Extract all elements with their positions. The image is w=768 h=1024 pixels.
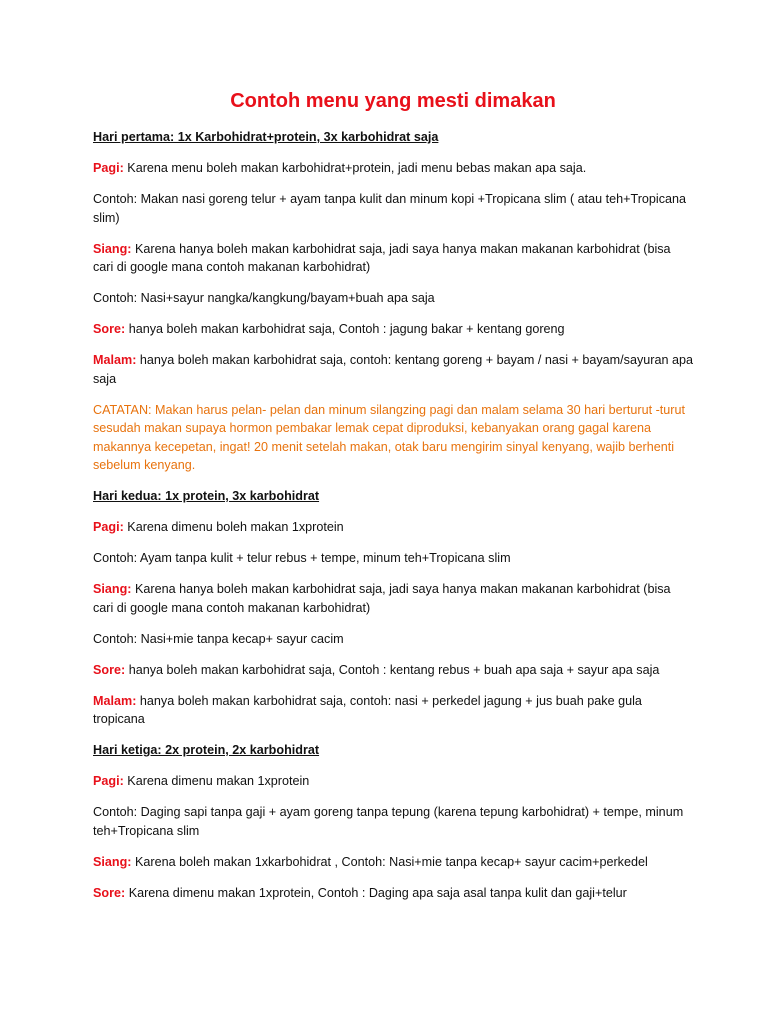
- siang-label: Siang:: [93, 241, 132, 256]
- document-page: [93, 88, 693, 915]
- siang-text: Karena hanya boleh makan karbohidrat saja, jadi saya hanya makan makanan karbohidrat (bisa cari di google mana contoh makanan karbohidrat): [93, 582, 671, 615]
- sore-label: Sore:: [93, 662, 126, 677]
- siang-label: Siang:: [93, 582, 132, 596]
- day3-contoh-pagi: Contoh: Daging sapi tanpa gaji + ayam goreng tanpa tepung (karena tepung karbohidrat) + tempe, minum teh+Tropicana slim: [93, 805, 684, 838]
- pagi-text: Karena menu boleh makan karbohidrat+protein, jadi menu bebas makan apa saja.: [123, 161, 587, 175]
- day3-heading: Hari ketiga: 2x protein, 2x karbohidrat: [93, 743, 320, 757]
- pagi-label: Pagi:: [93, 774, 124, 788]
- sore-text: Karena dimenu makan 1xprotein, Contoh : Daging apa saja asal tanpa kulit dan gaji+telur: [125, 885, 627, 900]
- day3-siang: [93, 853, 693, 872]
- day2-heading: Hari kedua: 1x protein, 3x karbohidrat: [93, 489, 320, 503]
- day1-contoh-pagi: Contoh: Makan nasi goreng telur + ayam tanpa kulit dan minum kopi +Tropicana slim ( atau teh+Tropicana slim): [93, 192, 687, 225]
- catatan-note: CATATAN: Makan harus pelan- pelan dan minum silangzing pagi dan malam selama 30 hari berturut -turut sesudah makan supaya hormon pembakar lemak cepat diproduksi, kebanyakan orang gagal karena makannya kecepetan, ingat! 20 menit setelah makan, otak baru mengirim sinyal kenyang, wajib berhenti sebelum kenyang.: [93, 402, 685, 472]
- pagi-text: Karena dimenu makan 1xprotein: [123, 774, 310, 788]
- day1-malam: [93, 351, 693, 388]
- malam-text: hanya boleh makan karbohidrat saja, contoh: nasi + perkedel jagung + jus buah pake gula tropicana: [93, 693, 642, 726]
- day2-sore: [93, 661, 693, 680]
- document-title: Contoh menu yang mesti dimakan: [230, 90, 556, 112]
- siang-text: Karena boleh makan 1xkarbohidrat , Contoh: Nasi+mie tanpa kecap+ sayur cacim+perkedel: [131, 854, 648, 869]
- sore-text: hanya boleh makan karbohidrat saja, Contoh : kentang rebus + buah apa saja + sayur apa saja: [125, 662, 660, 677]
- day3-sore: [93, 884, 693, 903]
- day2-contoh-pagi: Contoh: Ayam tanpa kulit + telur rebus + tempe, minum teh+Tropicana slim: [93, 551, 511, 565]
- sore-text: hanya boleh makan karbohidrat saja, Contoh : jagung bakar + kentang goreng: [125, 322, 565, 336]
- malam-label: Malam:: [93, 353, 137, 367]
- day1-sore: [93, 320, 693, 339]
- day2-pagi: [93, 518, 693, 537]
- day2-contoh-siang: Contoh: Nasi+mie tanpa kecap+ sayur cacim: [93, 631, 344, 646]
- malam-label: Malam:: [93, 693, 137, 708]
- sore-label: Sore:: [93, 885, 126, 900]
- day2-siang: [93, 580, 693, 617]
- day1-pagi: [93, 159, 693, 178]
- day1-contoh-siang: Contoh: Nasi+sayur nangka/kangkung/bayam+buah apa saja: [93, 291, 435, 305]
- day1-siang: [93, 240, 693, 277]
- siang-text: Karena hanya boleh makan karbohidrat saja, jadi saya hanya makan makanan karbohidrat (bisa cari di google mana contoh makanan karbohidrat): [93, 241, 671, 274]
- pagi-text: Karena dimenu boleh makan 1xprotein: [123, 520, 344, 534]
- day2-malam: [93, 692, 693, 729]
- pagi-label: Pagi:: [93, 161, 124, 175]
- siang-label: Siang:: [93, 854, 132, 869]
- sore-label: Sore:: [93, 322, 126, 336]
- day3-pagi: [93, 772, 693, 791]
- pagi-label: Pagi:: [93, 520, 124, 534]
- malam-text: hanya boleh makan karbohidrat saja, contoh: kentang goreng + bayam / nasi + bayam/sayuran apa saja: [93, 353, 693, 386]
- day1-heading: Hari pertama: 1x Karbohidrat+protein, 3x karbohidrat saja: [93, 130, 439, 144]
